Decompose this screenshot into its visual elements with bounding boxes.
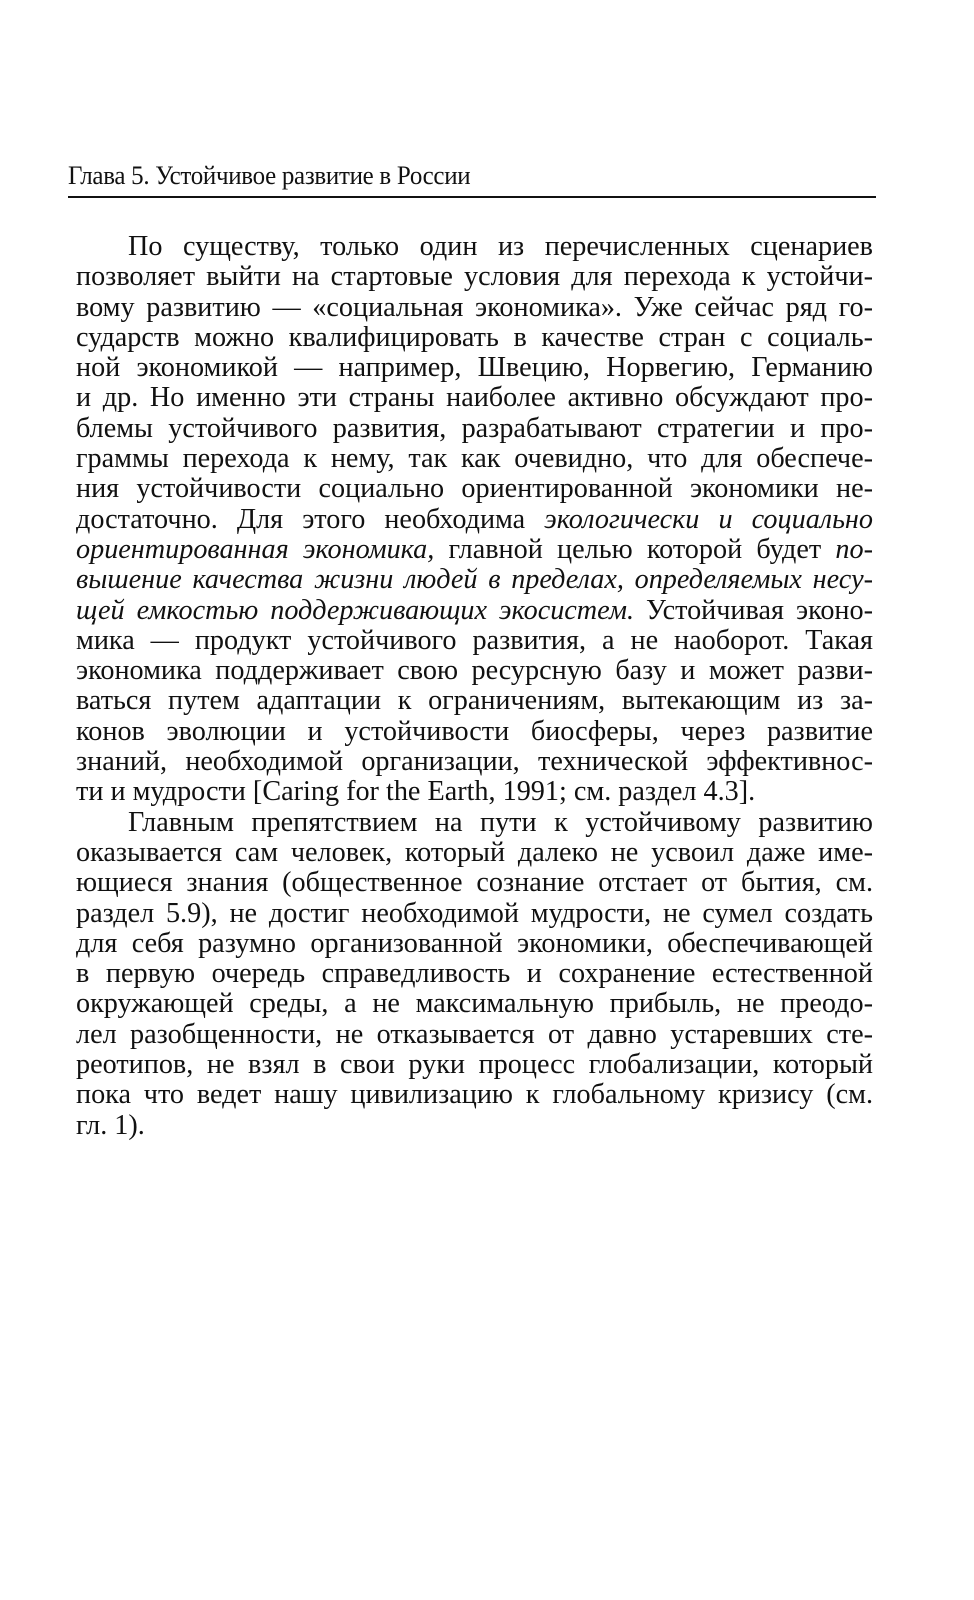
text-run: мика — продукт устойчивого развития, а не наоборот. Такая: [76, 625, 873, 656]
text-line: [76, 414, 873, 444]
text-run: ющиеся знания (общественное сознание отстает от бытия, см.: [76, 868, 873, 899]
text-run: Главным препятствием на пути к устойчивому развитию: [128, 807, 873, 838]
text-run: реотипов, не взял в свои руки процесс глобализации, который: [76, 1050, 873, 1081]
text-run: ваться путем адаптации к ограничениям, вытекающим из за-: [76, 686, 873, 717]
text-run: блемы устойчивого развития, разрабатывают стратегии и про-: [76, 413, 873, 444]
text-line: [76, 899, 873, 929]
header-rule: [68, 196, 876, 198]
text-line: [76, 323, 873, 353]
paragraph: [76, 232, 873, 808]
text-run: знаний, необходимой организации, технической эффективнос-: [76, 747, 873, 778]
text-line: [76, 596, 873, 626]
text-run: ти и мудрости [Caring for the Earth, 1991; см. раздел 4.3].: [76, 777, 756, 808]
italic-text: экологически и социально: [544, 504, 873, 535]
text-run: и др. Но именно эти страны наиболее активно обсуждают про-: [76, 383, 873, 414]
text-line: [76, 474, 873, 504]
italic-text: вышение качества жизни людей в пределах, определяемых несу-: [76, 565, 873, 596]
text-line: [76, 353, 873, 383]
text-line: [76, 808, 873, 838]
text-run: ной экономикой — например, Швецию, Норвегию, Германию: [76, 353, 873, 384]
text-run: раздел 5.9), не достиг необходимой мудрости, не сумел создать: [76, 898, 873, 929]
text-line: [76, 383, 873, 413]
text-line: [76, 838, 873, 868]
text-run: граммы перехода к нему, так как очевидно, что для обеспече-: [76, 444, 873, 475]
text-line: [76, 959, 873, 989]
running-header: Глава 5. Устойчивое развитие в России: [68, 161, 471, 190]
text-line: [76, 1111, 873, 1141]
text-line: [76, 262, 873, 292]
text-line: [76, 747, 873, 777]
text-run: окружающей среды, а не максимальную прибыль, не преодо-: [76, 989, 873, 1020]
text-line: [76, 232, 873, 262]
text-run: лел разобщенности, не отказывается от давно устаревших сте-: [76, 1019, 873, 1050]
text-line: [76, 686, 873, 716]
text-line: [76, 535, 873, 565]
text-line: [76, 293, 873, 323]
text-line: [76, 929, 873, 959]
text-line: [76, 777, 873, 807]
text-run: главной целью которой будет: [434, 534, 836, 565]
italic-text: ориентированная экономика,: [76, 534, 435, 565]
text-body: [76, 232, 873, 1141]
italic-text: щей емкостью поддерживающих экосистем.: [76, 595, 635, 626]
text-line: [76, 626, 873, 656]
paragraph: [76, 808, 873, 1141]
text-run: достаточно. Для этого необходима: [76, 504, 545, 535]
text-run: ния устойчивости социально ориентированной экономики не-: [76, 474, 873, 505]
text-line: [76, 989, 873, 1019]
text-run: оказывается сам человек, который далеко не усвоил даже име-: [76, 837, 873, 868]
text-line: [76, 868, 873, 898]
text-line: [76, 656, 873, 686]
text-run: конов эволюции и устойчивости биосферы, через развитие: [76, 716, 873, 747]
text-line: [76, 565, 873, 595]
text-run: вому развитию — «социальная экономика». Уже сейчас ряд го-: [76, 292, 873, 323]
text-run: сударств можно квалифицировать в качестве стран с социаль-: [76, 322, 873, 353]
text-line: [76, 444, 873, 474]
text-run: позволяет выйти на стартовые условия для перехода к устойчи-: [76, 262, 873, 293]
text-run: Устойчивая эконо-: [634, 595, 873, 626]
text-run: гл. 1).: [76, 1110, 145, 1141]
text-line: [76, 717, 873, 747]
text-line: [76, 1020, 873, 1050]
italic-text: по-: [835, 534, 873, 565]
text-run: экономика поддерживает свою ресурсную базу и может разви-: [76, 656, 873, 687]
text-run: в первую очередь справедливость и сохранение естественной: [76, 959, 873, 990]
text-line: [76, 1050, 873, 1080]
text-line: [76, 505, 873, 535]
text-run: пока что ведет нашу цивилизацию к глобальному кризису (см.: [76, 1080, 873, 1111]
text-line: [76, 1080, 873, 1110]
text-run: По существу, только один из перечисленных сценариев: [128, 232, 873, 262]
text-run: для себя разумно организованной экономики, обеспечивающей: [76, 928, 873, 959]
